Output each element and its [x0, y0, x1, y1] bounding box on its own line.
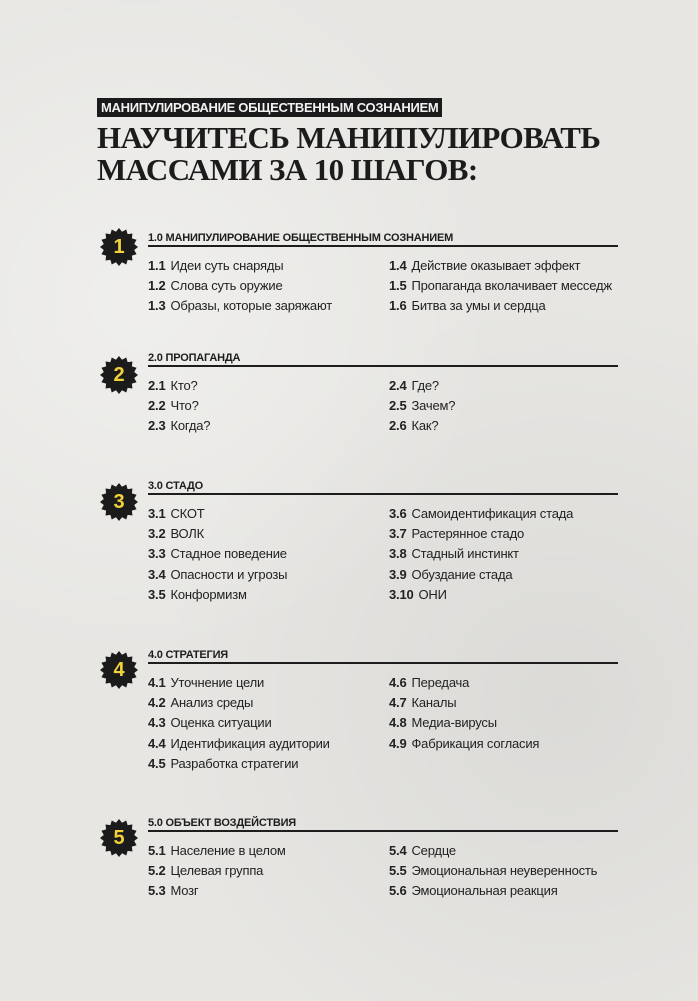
item-number: 1.2	[148, 278, 166, 294]
item-number: 3.3	[148, 546, 166, 562]
section-badge-number: 1	[113, 236, 125, 258]
section-badge	[100, 651, 138, 689]
section-list-right	[389, 673, 629, 754]
section-list-right	[389, 841, 629, 902]
item-text: Население в целом	[170, 843, 286, 858]
section-badge	[100, 356, 138, 394]
item-number: 5.6	[389, 883, 407, 899]
item-number: 5.3	[148, 883, 166, 899]
item-number: 1.1	[148, 258, 166, 273]
list-item	[389, 734, 629, 754]
item-number: 3.5	[148, 586, 166, 602]
list-item	[148, 585, 383, 605]
list-item	[148, 524, 383, 544]
list-item	[389, 396, 629, 416]
item-text: Стадное поведение	[170, 546, 287, 562]
item-number: 3.1	[148, 506, 166, 521]
list-item	[389, 841, 629, 861]
item-text: Уточнение цели	[170, 675, 265, 690]
item-text: Слова суть оружие	[170, 278, 283, 294]
list-item	[148, 861, 383, 881]
list-item	[389, 693, 629, 713]
item-text: Кто?	[170, 378, 198, 393]
item-text: СКОТ	[170, 506, 205, 521]
list-item	[148, 693, 383, 713]
item-text: Когда?	[170, 418, 211, 434]
item-number: 4.5	[148, 755, 166, 771]
section-badge-number: 2	[113, 364, 125, 386]
list-item	[148, 754, 383, 774]
title-line-2: МАССАМИ ЗА 10 ШАГОВ:	[97, 152, 478, 187]
list-item	[148, 841, 383, 861]
item-number: 3.2	[148, 526, 166, 542]
item-number: 4.1	[148, 675, 166, 690]
item-text: Как?	[411, 418, 439, 434]
list-item	[148, 396, 383, 416]
list-item	[389, 276, 629, 296]
item-text: Зачем?	[411, 398, 456, 414]
item-text: Стадный инстинкт	[411, 546, 519, 562]
item-text: Передача	[411, 675, 470, 690]
item-number: 3.6	[389, 506, 407, 521]
category-label: МАНИПУЛИРОВАНИЕ ОБЩЕСТВЕННЫМ СОЗНАНИЕМ	[97, 98, 442, 117]
section-badge-number: 5	[113, 827, 125, 849]
item-number: 2.5	[389, 398, 407, 414]
item-text: Самоидентификация стада	[411, 506, 574, 521]
item-text: Действие оказывает эффект	[411, 258, 581, 273]
item-number: 4.2	[148, 695, 166, 711]
item-number: 2.2	[148, 398, 166, 414]
item-number: 3.4	[148, 566, 166, 582]
list-item	[148, 881, 383, 901]
list-item	[148, 713, 383, 733]
title-line-1: НАУЧИТЕСЬ МАНИПУЛИРОВАТЬ	[97, 120, 601, 155]
item-number: 2.4	[389, 378, 407, 393]
item-text: Фабрикация согласия	[411, 735, 540, 751]
item-text: Медиа-вирусы	[411, 715, 497, 731]
item-text: Конформизм	[170, 586, 247, 602]
section-badge	[100, 819, 138, 857]
item-number: 3.7	[389, 526, 407, 542]
item-text: Разработка стратегии	[170, 755, 299, 771]
item-text: Эмоциональная неуверенность	[411, 863, 598, 879]
item-number: 5.5	[389, 863, 407, 879]
item-number: 4.9	[389, 735, 407, 751]
list-item	[389, 256, 629, 276]
item-text: ОНИ	[418, 586, 447, 602]
item-text: Растерянное стадо	[411, 526, 524, 542]
item-text: Пропаганда вколачивает месседж	[411, 278, 612, 294]
item-text: Эмоциональная реакция	[411, 883, 558, 899]
item-number: 5.2	[148, 863, 166, 879]
section-list-left	[148, 841, 383, 902]
section-badge	[100, 228, 138, 266]
item-number: 2.6	[389, 418, 407, 434]
page-title	[97, 122, 657, 186]
section-heading: 2.0 ПРОПАГАНДА	[148, 351, 618, 367]
list-item	[148, 296, 383, 316]
item-number: 4.3	[148, 715, 166, 731]
list-item	[389, 881, 629, 901]
item-text: Что?	[170, 398, 199, 414]
list-item	[389, 504, 629, 524]
list-item	[389, 524, 629, 544]
list-item	[148, 276, 383, 296]
item-number: 1.3	[148, 298, 166, 314]
item-number: 1.5	[389, 278, 407, 294]
item-text: Идеи суть снаряды	[170, 258, 284, 273]
item-text: Опасности и угрозы	[170, 566, 288, 582]
item-text: Мозг	[170, 883, 199, 899]
list-item	[148, 544, 383, 564]
item-text: Образы, которые заряжают	[170, 298, 332, 314]
item-text: Битва за умы и сердца	[411, 298, 546, 314]
section-heading: 3.0 СТАДО	[148, 479, 618, 495]
item-text: Каналы	[411, 695, 457, 711]
list-item	[148, 734, 383, 754]
item-text: Идентификация аудитории	[170, 735, 330, 751]
item-number: 1.4	[389, 258, 407, 273]
item-number: 5.1	[148, 843, 166, 858]
section-list-left	[148, 376, 383, 437]
list-item	[148, 256, 383, 276]
section-heading: 1.0 МАНИПУЛИРОВАНИЕ ОБЩЕСТВЕННЫМ СОЗНАНИЕМ	[148, 231, 618, 247]
section-list-right	[389, 256, 629, 317]
item-text: Сердце	[411, 843, 456, 858]
section-list-left	[148, 256, 383, 317]
list-item	[148, 673, 383, 693]
section-badge	[100, 483, 138, 521]
section-heading: 4.0 СТРАТЕГИЯ	[148, 648, 618, 664]
list-item	[148, 504, 383, 524]
item-text: Где?	[411, 378, 439, 393]
list-item	[148, 376, 383, 396]
list-item	[389, 296, 629, 316]
item-number: 4.4	[148, 735, 166, 751]
item-number: 3.10	[389, 586, 414, 602]
item-text: ВОЛК	[170, 526, 204, 542]
section-badge-number: 3	[113, 491, 125, 513]
section-list-left	[148, 504, 383, 605]
item-text: Целевая группа	[170, 863, 264, 879]
section-badge-number: 4	[113, 659, 125, 681]
item-number: 3.8	[389, 546, 407, 562]
item-number: 4.6	[389, 675, 407, 690]
section-heading: 5.0 ОБЪЕКТ ВОЗДЕЙСТВИЯ	[148, 816, 618, 832]
item-text: Обуздание стада	[411, 566, 513, 582]
list-item	[389, 713, 629, 733]
list-item	[389, 544, 629, 564]
list-item	[389, 416, 629, 436]
list-item	[389, 673, 629, 693]
item-number: 4.7	[389, 695, 407, 711]
item-number: 2.3	[148, 418, 166, 434]
list-item	[389, 585, 629, 605]
item-number: 3.9	[389, 566, 407, 582]
list-item	[389, 376, 629, 396]
item-number: 4.8	[389, 715, 407, 731]
item-text: Анализ среды	[170, 695, 254, 711]
list-item	[389, 861, 629, 881]
section-list-left	[148, 673, 383, 774]
list-item	[148, 416, 383, 436]
item-number: 1.6	[389, 298, 407, 314]
section-list-right	[389, 376, 629, 437]
item-text: Оценка ситуации	[170, 715, 272, 731]
item-number: 5.4	[389, 843, 407, 858]
item-number: 2.1	[148, 378, 166, 393]
list-item	[148, 565, 383, 585]
list-item	[389, 565, 629, 585]
section-list-right	[389, 504, 629, 605]
